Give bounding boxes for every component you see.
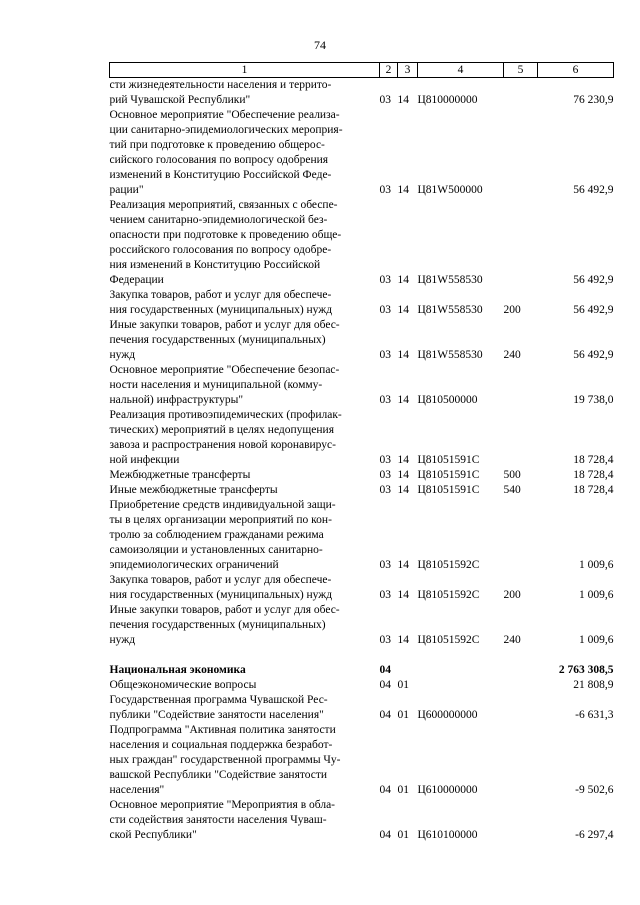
subsection-code <box>398 663 418 678</box>
table-row <box>110 723 614 798</box>
amount-value: 56 492,9 <box>573 304 614 316</box>
row-description: Закупка товаров, работ и услуг для обеспече- ния государственных (муниципальных) нужд <box>109 574 333 601</box>
table-row <box>110 663 614 678</box>
target-article-code: Ц810500000 <box>417 394 478 406</box>
column-header: 5 <box>504 63 538 78</box>
target-article-code: Ц610000000 <box>417 784 478 796</box>
row-description: Основное мероприятие "Обеспечение безопас- ности населения и муниципальной (комму- нальной) инфраструктуры" <box>109 364 340 406</box>
target-article-code: Ц810000000 <box>417 94 478 106</box>
target-article-code: Ц600000000 <box>417 709 478 721</box>
amount-value: 56 492,9 <box>573 184 614 196</box>
subsection-code: 01 <box>397 829 409 841</box>
page-number: 74 <box>314 38 326 52</box>
subsection-code: 14 <box>397 349 409 361</box>
target-article-code: Ц81051591С <box>417 484 480 496</box>
section-code: 03 <box>379 184 391 196</box>
table-row <box>110 318 614 363</box>
subsection-code: 14 <box>397 274 409 286</box>
expense-type-code <box>504 678 538 693</box>
expense-type-code: 240 <box>503 634 521 646</box>
table-row <box>110 573 614 603</box>
subsection-code: 14 <box>397 589 409 601</box>
section-code: 03 <box>379 94 391 106</box>
table-row <box>110 693 614 723</box>
row-description: Реализация противоэпидемических (профилак- тических) мероприятий в целях недопущения завоза и распространения новой коронавирус- ной инфекции <box>109 409 342 466</box>
amount-value: 1 009,6 <box>579 589 614 601</box>
table-row <box>110 483 614 498</box>
section-code: 04 <box>379 664 391 676</box>
section-code: 03 <box>379 589 391 601</box>
subsection-code: 14 <box>397 304 409 316</box>
expense-type-code: 200 <box>503 304 521 316</box>
table-row <box>110 798 614 843</box>
target-article-code <box>418 663 504 678</box>
expense-type-code <box>504 723 538 798</box>
table-body <box>110 78 614 844</box>
subsection-code: 14 <box>397 454 409 466</box>
subsection-code: 01 <box>397 679 409 691</box>
amount-value: 56 492,9 <box>573 349 614 361</box>
subsection-code: 14 <box>397 469 409 481</box>
amount-value: 76 230,9 <box>573 94 614 106</box>
expense-type-code: 540 <box>503 484 521 496</box>
table-row <box>110 678 614 693</box>
row-description: Национальная экономика <box>109 664 246 676</box>
row-description: сти жизнедеятельности населения и террито- рий Чувашской Республики" <box>109 79 332 106</box>
expense-type-code: 200 <box>503 589 521 601</box>
amount-value: 18 728,4 <box>573 454 614 466</box>
section-code: 03 <box>379 304 391 316</box>
table-row <box>110 78 614 109</box>
row-description: Реализация мероприятий, связанных с обеспе- чением санитарно-эпидемиологической без- опасности при подготовке к проведению обще- российского голосования по вопросу одобре- ния изменений в Конституцию Российской Федерации <box>109 199 342 286</box>
row-description: Иные закупки товаров, работ и услуг для обес- печения государственных (муниципальных) нужд <box>109 604 340 646</box>
column-header: 3 <box>398 63 418 78</box>
target-article-code: Ц81051592С <box>417 634 480 646</box>
section-code: 04 <box>379 679 391 691</box>
amount-value: 2 763 308,5 <box>558 664 614 676</box>
table-row <box>110 408 614 468</box>
expense-type-code <box>504 798 538 843</box>
subsection-code: 14 <box>397 94 409 106</box>
amount-value: -9 502,6 <box>575 784 614 796</box>
table-row <box>110 468 614 483</box>
amount-value: 21 808,9 <box>573 679 614 691</box>
target-article-code: Ц81W500000 <box>417 184 483 196</box>
table-row <box>110 603 614 648</box>
expense-type-code <box>504 198 538 288</box>
section-code: 04 <box>379 829 391 841</box>
subsection-code: 01 <box>397 784 409 796</box>
table-row <box>110 108 614 198</box>
spacer-row <box>110 648 614 663</box>
target-article-code: Ц81W558530 <box>417 304 483 316</box>
expense-type-code <box>504 498 538 573</box>
subsection-code: 14 <box>397 394 409 406</box>
row-description: Основное мероприятие "Обеспечение реализа- ции санитарно-эпидемиологических мероприя- тий при подготовке к проведению общерос- сийского голосования по вопросу одобрения изменений в Конституцию Российской Феде- рации" <box>109 109 343 196</box>
amount-value: 1 009,6 <box>579 634 614 646</box>
expense-type-code <box>504 408 538 468</box>
section-code: 03 <box>379 559 391 571</box>
section-code: 04 <box>379 784 391 796</box>
section-code: 03 <box>379 634 391 646</box>
column-header: 1 <box>110 63 380 78</box>
section-code: 04 <box>379 709 391 721</box>
amount-value: 18 728,4 <box>573 469 614 481</box>
column-header: 6 <box>538 63 614 78</box>
amount-value: -6 297,4 <box>575 829 614 841</box>
expense-type-code <box>504 108 538 198</box>
row-description: Основное мероприятие "Мероприятия в обла- сти содействия занятости населения Чуваш- ской Республики" <box>109 799 336 841</box>
table-row <box>110 363 614 408</box>
section-code: 03 <box>379 394 391 406</box>
expense-type-code <box>504 693 538 723</box>
subsection-code: 14 <box>397 559 409 571</box>
target-article-code: Ц81051592С <box>417 589 480 601</box>
spacer-cell <box>110 648 614 663</box>
target-article-code: Ц81W558530 <box>417 274 483 286</box>
section-code: 03 <box>379 469 391 481</box>
subsection-code: 14 <box>397 184 409 196</box>
target-article-code: Ц610100000 <box>417 829 478 841</box>
section-code: 03 <box>379 484 391 496</box>
expense-type-code: 240 <box>503 349 521 361</box>
row-description: Иные закупки товаров, работ и услуг для обес- печения государственных (муниципальных) нужд <box>109 319 340 361</box>
target-article-code <box>418 678 504 693</box>
column-header: 4 <box>418 63 504 78</box>
table-row <box>110 498 614 573</box>
budget-table <box>109 62 614 843</box>
target-article-code: Ц81051591С <box>417 469 480 481</box>
row-description: Иные межбюджетные трансферты <box>109 484 278 496</box>
amount-value: 18 728,4 <box>573 484 614 496</box>
table-row <box>110 198 614 288</box>
section-code: 03 <box>379 274 391 286</box>
table-row <box>110 288 614 318</box>
subsection-code: 01 <box>397 709 409 721</box>
table-header-row <box>110 63 614 78</box>
expense-type-code <box>504 663 538 678</box>
row-description: Подпрограмма "Активная политика занятости населения и социальная поддержка безработ- ных граждан" государственной программы Чу- вашской Республики "Содействие занятости населения" <box>109 724 341 796</box>
target-article-code: Ц81W558530 <box>417 349 483 361</box>
column-header: 2 <box>380 63 398 78</box>
amount-value: -6 631,3 <box>575 709 614 721</box>
section-code: 03 <box>379 454 391 466</box>
target-article-code: Ц81051591С <box>417 454 480 466</box>
row-description: Государственная программа Чувашской Рес- публики "Содействие занятости населения" <box>109 694 328 721</box>
subsection-code: 14 <box>397 484 409 496</box>
row-description: Закупка товаров, работ и услуг для обеспече- ния государственных (муниципальных) нужд <box>109 289 333 316</box>
expense-type-code: 500 <box>503 469 521 481</box>
row-description: Приобретение средств индивидуальной защи- ты в целях организации мероприятий по кон- тролю за соблюдением гражданами режима самоизоляции и установленных санитарно- эпидемиологических ограничений <box>109 499 336 571</box>
amount-value: 56 492,9 <box>573 274 614 286</box>
target-article-code: Ц81051592С <box>417 559 480 571</box>
amount-value: 1 009,6 <box>579 559 614 571</box>
subsection-code: 14 <box>397 634 409 646</box>
row-description: Общеэкономические вопросы <box>109 679 257 691</box>
amount-value: 19 738,0 <box>573 394 614 406</box>
expense-type-code <box>504 78 538 109</box>
expense-type-code <box>504 363 538 408</box>
row-description: Межбюджетные трансферты <box>109 469 251 481</box>
section-code: 03 <box>379 349 391 361</box>
